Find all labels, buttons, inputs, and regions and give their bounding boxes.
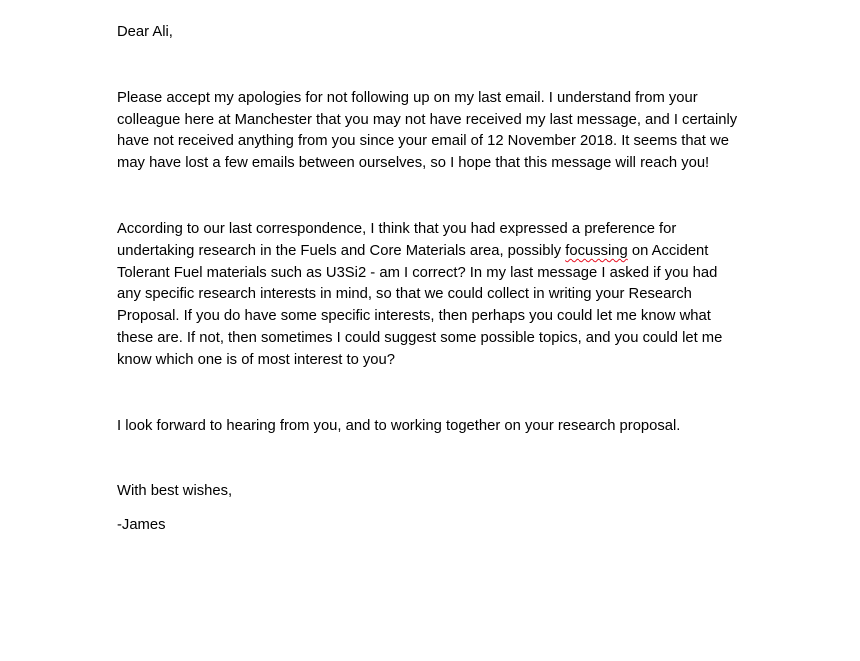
spellcheck-flagged-word[interactable]: focussing — [565, 242, 628, 259]
closing-line: With best wishes, — [117, 483, 233, 500]
paragraph-text-after: on Accident Tolerant Fuel materials such as U3Si2 - am I correct? In my last message I asked if you had any specific research interests in mind, so that we could collect in writing your Research Proposal. If you do have some specific interests, then perhaps you could let me know what these are. If not, then sometimes I could suggest some possible topics, and you could let me know which one is of most interest to you? — [117, 242, 723, 368]
paragraph-apology: Please accept my apologies for not following up on my last email. I understand from your colleague here at Manchester that you may not have received my last message, and I certainly have not received anything from you since your email of 12 November 2018. It seems that we may have lost a few emails between ourselves, so I hope that this message will reach you! — [117, 89, 738, 172]
paragraph-research-interests — [117, 219, 742, 372]
letter-body[interactable] — [117, 22, 742, 537]
signature: -James — [117, 517, 166, 534]
salutation: Dear Ali, — [117, 24, 173, 40]
paragraph-closing-remark: I look forward to hearing from you, and to working together on your research proposal. — [117, 417, 681, 434]
paragraph-text-before: According to our last correspondence, I think that you had expressed a preference for undertaking research in the Fuels and Core Materials area, possibly — [117, 220, 677, 259]
